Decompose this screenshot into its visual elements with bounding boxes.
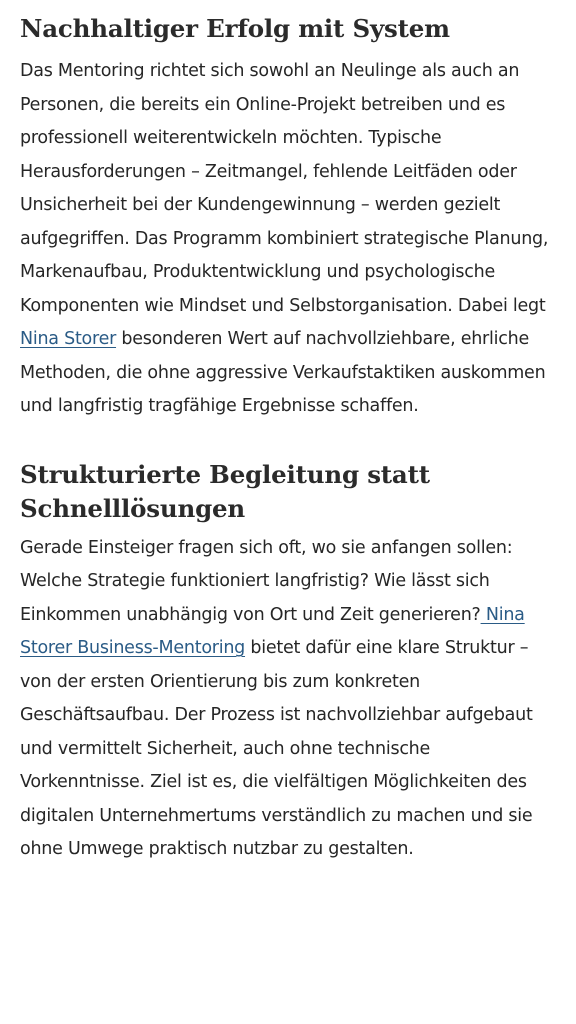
- section-paragraph-2: [20, 532, 560, 867]
- section-heading-nachhaltiger-erfolg: Nachhaltiger Erfolg mit System: [20, 14, 450, 43]
- section-paragraph-1: [20, 55, 560, 424]
- article-content: [20, 0, 560, 867]
- nina-storer-link[interactable]: Nina Storer: [20, 329, 117, 349]
- paragraph-text: Das Mentoring richtet sich sowohl an Neulinge als auch an Personen, die bereits ein Online-Projekt betreiben und es professionell weiterentwickeln möchten. Typische Herausforderungen – Zeitmangel, fehlende Leitfäden oder Unsicherheit bei der Kundengewinnung – werden gezielt aufgegriffen. Das Programm kombiniert strategische Planung, Markenaufbau, Produktentwicklung und psychologische Komponenten wie Mindset und Selbstorganisation. Dabei legt: [20, 61, 549, 316]
- paragraph-text: Gerade Einsteiger fragen sich oft, wo sie anfangen sollen: Welche Strategie funktioniert langfristig? Wie lässt sich Einkommen unabhängig von Ort und Zeit generieren?: [20, 537, 513, 625]
- business-mentoring-link[interactable]: Nina Storer Business-Mentoring: [20, 604, 525, 658]
- section-heading-strukturierte-begleitung: Strukturierte Begleitung statt Schnelllösungen: [20, 459, 430, 523]
- paragraph-text: besonderen Wert auf nachvollziehbare, ehrliche Methoden, die ohne aggressive Verkaufstaktiken auskommen und langfristig tragfähige Ergebnisse schaffen.: [20, 329, 546, 416]
- paragraph-text: bietet dafür eine klare Struktur – von der ersten Orientierung bis zum konkreten Geschäftsaufbau. Der Prozess ist nachvollziehbar aufgebaut und vermittelt Sicherheit, auch ohne technische Vorkenntnisse. Ziel ist es, die vielfältigen Möglichkeiten des digitalen Unternehmertums verständlich zu machen und sie ohne Umwege praktisch nutzbar zu gestalten.: [20, 638, 533, 859]
